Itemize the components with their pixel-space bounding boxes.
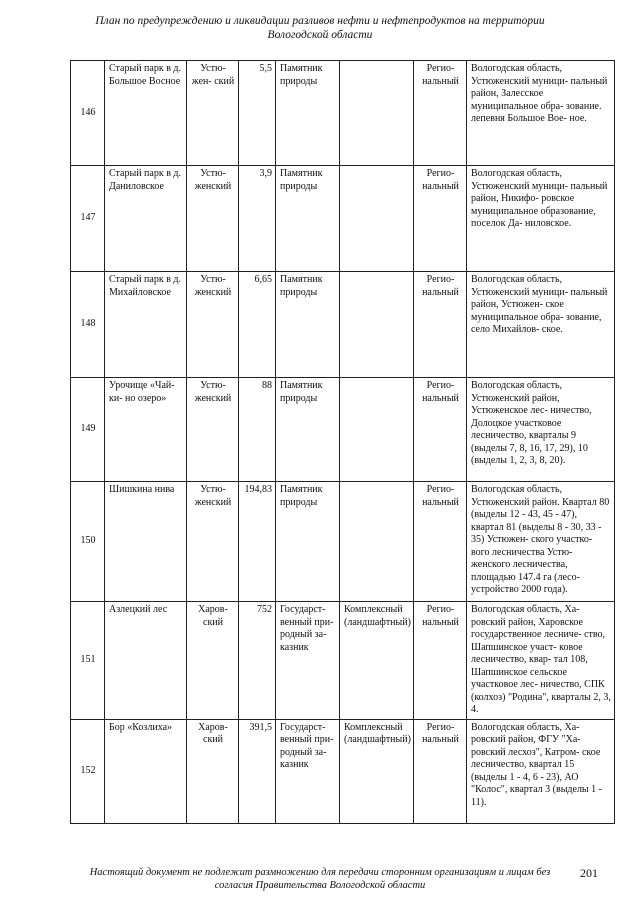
page-number: 201 (580, 866, 598, 880)
cell-location: Вологодская область, Устюженский район, Устюженское лес- ничество, Долоцкое участковое лесничество, кварталы 9 (выделы 7, 8, 16, 17, 29), 10 (выделы 1, 2, 3, 8, 20). (467, 378, 615, 482)
cell-row-number: 150 (71, 482, 105, 602)
table-row (71, 166, 615, 272)
cell-area-ha: 88 (239, 378, 276, 482)
cell-area-ha: 3,9 (239, 166, 276, 272)
cell-object-name: Шишкина нива (105, 482, 187, 602)
cell-category: Памятник природы (276, 61, 340, 166)
document-footer (70, 866, 570, 892)
cell-location: Вологодская область, Устюженский район. Квартал 80 (выделы 12 - 43, 45 - 47), квартал 81 (выделы 8 - 30, 33 - 35) Устюжен- ского участко- вого лесничества Устю- женского лесничества, площадью 147.4 га (лесо- устройство 2000 года). (467, 482, 615, 602)
table-row (71, 482, 615, 602)
cell-object-name: Старый парк в д. Даниловское (105, 166, 187, 272)
cell-location: Вологодская область, Ха- ровский район, Харовское государственное лесниче- ство, Шапшинское участ- ковое лесничество, квар- тал 108, Шапшинское сельское участковое лес- ничество, СПК (колхоз) "Родина", кварталы 2, 3, 4. (467, 602, 615, 720)
cell-category: Памятник природы (276, 166, 340, 272)
cell-location: Вологодская область, Устюженский муници- пальный район, Устюжен- ское муниципальное обра- зование, село Михайлов- ское. (467, 272, 615, 378)
cell-status: Регио- нальный (414, 482, 467, 602)
table-row (71, 61, 615, 166)
cell-district: Устю- женский (187, 482, 239, 602)
table-row (71, 378, 615, 482)
footer-line-1: Настоящий документ не подлежит размножению для передачи сторонним организациям и лицам без (89, 867, 551, 878)
cell-location: Вологодская область, Устюженский муници- пальный район, Никифо- ровское муниципальное образование, поселок Да- ниловское. (467, 166, 615, 272)
cell-row-number: 146 (71, 61, 105, 166)
cell-profile (340, 166, 414, 272)
cell-area-ha: 752 (239, 602, 276, 720)
cell-category: Государст- венный при- родный за- казник (276, 602, 340, 720)
cell-object-name: Урочище «Чай- ки- но озеро» (105, 378, 187, 482)
cell-area-ha: 5,5 (239, 61, 276, 166)
table-row (71, 719, 615, 823)
cell-area-ha: 6,65 (239, 272, 276, 378)
cell-row-number: 147 (71, 166, 105, 272)
header-line-2: Вологодской области (267, 29, 373, 41)
cell-location: Вологодская область, Ха- ровский район, ФГУ "Ха- ровский лесхоз", Катром- ское лесничество, квартал 15 (выделы 1 - 4, 6 - 23), АО "Колос", квартал 3 (выделы 1 - 11). (467, 719, 615, 823)
footer-line-2: согласия Правительства Вологодской области (214, 880, 426, 891)
cell-profile (340, 482, 414, 602)
cell-row-number: 148 (71, 272, 105, 378)
cell-category: Памятник природы (276, 482, 340, 602)
cell-district: Устю- женский (187, 378, 239, 482)
cell-district: Устю- жен- ский (187, 61, 239, 166)
cell-district: Харов- ский (187, 719, 239, 823)
cell-category: Государст- венный при- родный за- казник (276, 719, 340, 823)
table-row (71, 272, 615, 378)
cell-district: Харов- ский (187, 602, 239, 720)
cell-profile (340, 378, 414, 482)
cell-status: Регио- нальный (414, 602, 467, 720)
cell-category: Памятник природы (276, 272, 340, 378)
cell-status: Регио- нальный (414, 719, 467, 823)
cell-area-ha: 391,5 (239, 719, 276, 823)
cell-category: Памятник природы (276, 378, 340, 482)
cell-profile (340, 272, 414, 378)
document-header (80, 14, 560, 42)
cell-area-ha: 194,83 (239, 482, 276, 602)
cell-row-number: 149 (71, 378, 105, 482)
header-line-1: План по предупреждению и ликвидации разливов нефти и нефтепродуктов на территории (95, 15, 545, 27)
cell-object-name: Старый парк в д. Михайловское (105, 272, 187, 378)
cell-status: Регио- нальный (414, 166, 467, 272)
cell-status: Регио- нальный (414, 272, 467, 378)
cell-status: Регио- нальный (414, 378, 467, 482)
cell-profile: Комплексный (ландшафтный) (340, 602, 414, 720)
protected-areas-table (70, 60, 615, 824)
cell-object-name: Азлецкий лес (105, 602, 187, 720)
cell-object-name: Старый парк в д. Большое Восное (105, 61, 187, 166)
cell-location: Вологодская область, Устюженский муници- пальный район, Залесское муниципальное обра- зование. лепевня Большое Вое- ное. (467, 61, 615, 166)
cell-district: Устю- женский (187, 272, 239, 378)
cell-row-number: 152 (71, 719, 105, 823)
table-row (71, 602, 615, 720)
cell-profile: Комплексный (ландшафтный) (340, 719, 414, 823)
cell-profile (340, 61, 414, 166)
cell-district: Устю- женский (187, 166, 239, 272)
cell-row-number: 151 (71, 602, 105, 720)
cell-status: Регио- нальный (414, 61, 467, 166)
cell-object-name: Бор «Козлиха» (105, 719, 187, 823)
